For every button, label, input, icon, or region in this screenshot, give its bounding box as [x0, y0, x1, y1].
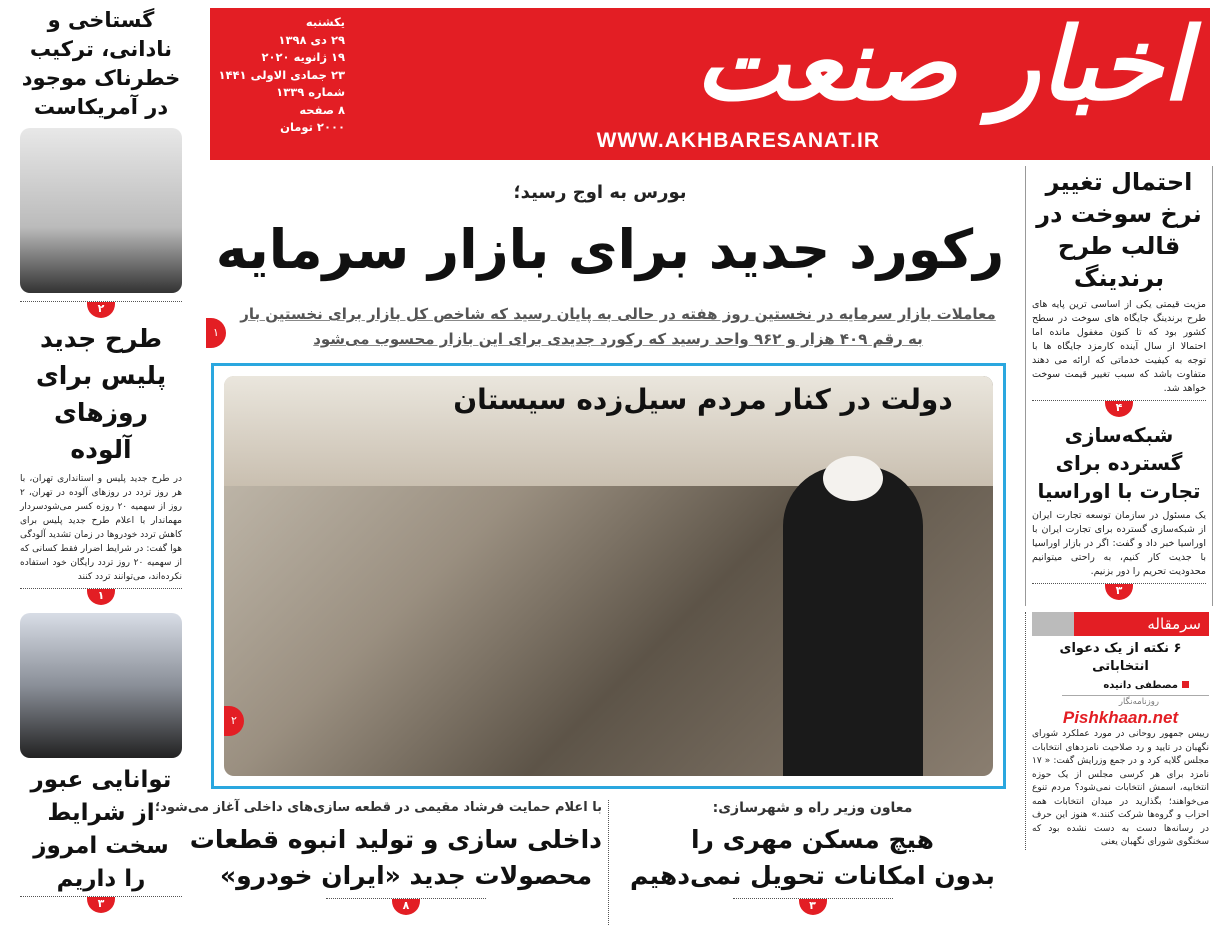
right-column-wrapper [1025, 166, 1213, 850]
editorial-author: مصطفی دانیده [1103, 680, 1178, 691]
main-lead [232, 302, 1004, 352]
photo-caption: دولت در کنار مردم سیل‌زده سیستان [453, 383, 953, 416]
story-headline: هیچ مسکن مهری را [690, 825, 935, 854]
story-headline: داخلی سازی و تولید انبوه قطعات [189, 825, 602, 854]
right-column [1025, 166, 1213, 606]
story-kicker: با اعلام حمایت فرشاد مقیمی در قطعه سازی‌های داخلی آغاز می‌شود؛ [155, 800, 602, 815]
page-badge: ۳ [87, 897, 115, 913]
column-divider [608, 800, 609, 925]
left-story-headline[interactable]: طرح جدید پلیس برای روزهای آلوده [35, 324, 167, 464]
date-lunar: ۲۳ جمادی الاولی ۱۴۴۱ [218, 67, 345, 82]
watermark: Pishkhaan.net [1062, 708, 1179, 727]
page-badge: ۳ [799, 899, 827, 915]
main-kicker: بورس به اوج رسید؛ [513, 182, 687, 203]
page-badge: ۲ [87, 302, 115, 318]
masthead [210, 5, 1210, 160]
editorial-label: سرمقاله [1074, 612, 1209, 636]
newspaper-logo: اخبار صنعت [695, 5, 1190, 123]
issue-number: شماره ۱۳۳۹ [276, 85, 345, 99]
right-story-body: یک مسئول در سازمان توسعه تجارت ایران از شبکه‌سازی گسترده برای تجارت ایران با اوراسیا خبر داد و گفت: اگر در بازار اوراسیا با جدیت کار کنیم، به راحتی میتوانیم محدودیت تحریم را دور بزنیم. [1032, 510, 1206, 577]
issue-info [220, 14, 345, 137]
page-count: ۸ صفحه [299, 102, 345, 117]
portrait-photo [20, 613, 182, 758]
author-role: روزنامه‌نگار [1062, 695, 1209, 708]
main-headline[interactable]: رکورد جدید برای بازار سرمایه [215, 218, 1005, 281]
story-headline: بدون امکانات تحویل نمی‌دهیم [630, 861, 995, 890]
photo-page-badge: ۲ [224, 706, 244, 736]
editorial-body: رییس جمهور روحانی در مورد عملکرد شورای نگهبان در تایید و رد صلاحیت نامزدهای انتخابات مجلس گلایه کرد و در جمع وزرایش گفت: « ۱۷ نامزد برای هر کرسی مجلس از یک حوزه انتخابیه، اسمش انتخابات نمی‌شود؟ مردم تنوع می‌خواهند؛ بگذارید در میدان انتخابات همه احزاب و گروه‌ها شرکت کنند.» هنوز این حرف در رسانه‌ها دست به دست نشده بود که سخنگوی شورای نگهبان یعنی [1032, 729, 1209, 847]
date-solar: ۲۹ دی ۱۳۹۸ [278, 32, 345, 47]
page-badge: ۳ [1105, 584, 1133, 600]
price: ۲۰۰۰ تومان [280, 120, 345, 134]
lead-line: معاملات بازار سرمایه در نخستین روز هفته در حالی به پایان رسید که شاخص کل بازار برای نخستین بار [240, 305, 996, 323]
page-badge: ۴ [1105, 401, 1133, 417]
page-badge: ۸ [392, 899, 420, 915]
left-story-headline[interactable]: توانایی عبور از شرایط سخت امروز را داریم [30, 767, 172, 892]
page-badge: ۱ [206, 318, 226, 348]
bottom-story-housing[interactable] [620, 798, 1005, 915]
day: یکشنبه [305, 15, 345, 29]
left-story-body: در طرح جدید پلیس و استانداری تهران، با هر روز تردد در روزهای آلوده در تهران، ۲ روز از سهمیه ۲۰ روزه کسر می‌شودسردار مهماندار با اعلام طرح جدید پلیس برای کاهش تردد خودروها در زمان تشدید آلودگی هوا گفت: در شرایط اضرار فقط کسانی که از سهمیه ۲۰ روز تردد رایگان خود استفاده نکرده‌اند، می‌توانند تردد کنند [20, 474, 183, 582]
bottom-story-irankhodro[interactable] [155, 798, 602, 915]
editorial-box [1025, 612, 1213, 850]
right-story-body: مزیت قیمتی یکی از اساسی ترین پایه های طرح برندینگ جایگاه های سوخت در سطح کشور بود که تا کنون مغفول مانده اما احتمالا از سال آینده کارمزد جایگاه ها با توجه به کیفیت خدماتی که ارائه می دهند متفاوت باشد که سبب تغییر قیمت سوخت خواهد شد. [1032, 299, 1206, 394]
story-headline: محصولات جدید «ایران خودرو» [219, 861, 593, 890]
main-photo[interactable] [224, 376, 993, 776]
right-story-headline[interactable]: شبکه‌سازی گسترده برای تجارت با اوراسیا [1037, 423, 1201, 503]
left-column [20, 6, 182, 913]
right-story-headline[interactable]: احتمال تغییر نرخ سوخت در قالب طرح برندینگ [1036, 168, 1202, 292]
arrow-icon [1032, 612, 1074, 636]
date-gregorian: ۱۹ ژانویه ۲۰۲۰ [261, 50, 345, 64]
page-badge: ۱ [87, 589, 115, 605]
left-story-headline[interactable]: گستاخی و نادانی، ترکیب خطرناک موجود در آمریکاست [21, 8, 181, 119]
main-photo-frame [211, 363, 1006, 789]
portrait-photo [20, 128, 182, 293]
lead-line: به رقم ۴۰۹ هزار و ۹۶۲ واحد رسید که رکورد جدیدی برای این بازار محسوب می‌شود [313, 330, 923, 348]
story-kicker: معاون وزیر راه و شهرسازی: [712, 800, 913, 816]
website-url[interactable]: WWW.AKHBARESANAT.IR [596, 129, 880, 152]
editorial-headline[interactable]: ۶ نکته از یک دعوای انتخاباتی [1059, 641, 1182, 674]
author-marker [1182, 681, 1189, 688]
